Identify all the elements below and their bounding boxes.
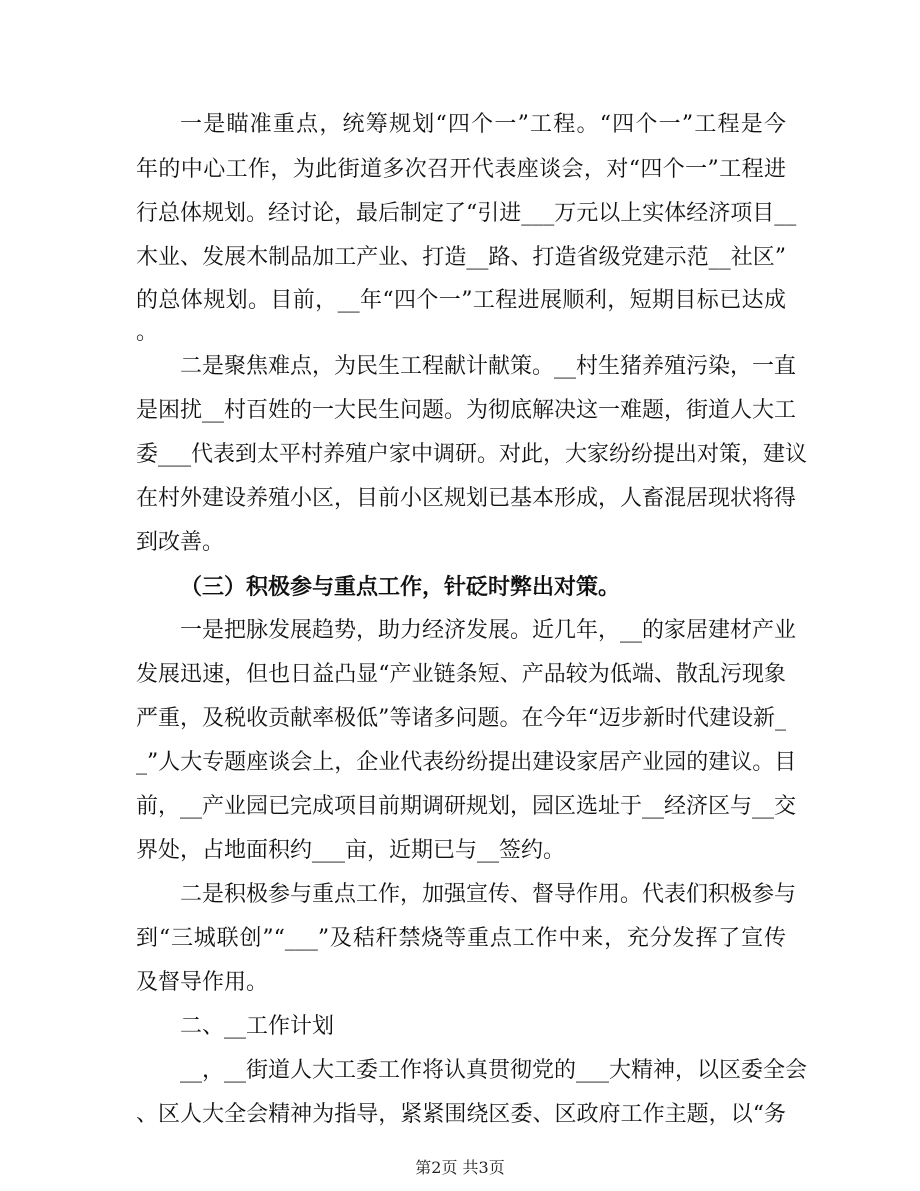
paragraph-line: 到“三城联创”“___”及秸秆禁烧等重点工作中来，充分发挥了宣传 [136, 926, 786, 951]
section-heading: 二、__工作计划 [180, 1014, 335, 1039]
paragraph-line: 二是积极参与重点工作，加强宣传、督导作用。代表们积极参与 [180, 882, 797, 907]
paragraph-line: 、区人大全会精神为指导，紧紧围绕区委、区政府工作主题，以“务 [136, 1102, 786, 1127]
paragraph-line: 一是把脉发展趋势，助力经济发展。近几年，__的家居建材产业 [180, 618, 797, 643]
paragraph-line: 到改善。 [136, 530, 225, 555]
paragraph-line: _”人大专题座谈会上，企业代表纷纷提出建设家居产业园的建议。目 [136, 750, 797, 775]
paragraph-line: 前，__产业园已完成项目前期调研规划，园区选址于__经济区与__交 [136, 794, 797, 819]
paragraph-line: 委___代表到太平村养殖户家中调研。对此，大家纷纷提出对策，建议 [136, 442, 808, 467]
paragraph-line: 及督导作用。 [136, 970, 269, 995]
paragraph-line: 木业、发展木制品加工产业、打造__路、打造省级党建示范__社区” [136, 245, 786, 270]
paragraph-line: 的总体规划。目前，__年“四个一”工程进展顺利，短期目标已达成 [136, 288, 786, 313]
page-footer: 第2页 共3页 [415, 1158, 505, 1177]
section-heading: （三）积极参与重点工作，针砭时弊出对策。 [180, 574, 621, 600]
paragraph-line: 在村外建设养殖小区，目前小区规划已基本形成，人畜混居现状将得 [136, 486, 797, 511]
paragraph-line: __，__街道人大工委工作将认真贯彻党的___大精神，以区委全会 [180, 1058, 808, 1083]
paragraph-line: 严重，及税收贡献率极低”等诸多问题。在今年“迈步新时代建设新_ [136, 706, 786, 731]
paragraph-line: 年的中心工作，为此街道多次召开代表座谈会，对“四个一”工程进 [136, 157, 786, 182]
paragraph-line: 发展迅速，但也日益凸显“产业链条短、产品较为低端、散乱污现象 [136, 662, 786, 687]
paragraph-line: 一是瞄准重点，统筹规划“四个一”工程。“四个一”工程是今 [180, 112, 786, 137]
paragraph-line: 。 [136, 320, 159, 345]
paragraph-line: 界处，占地面积约___亩，近期已与__签约。 [136, 838, 566, 863]
paragraph-line: 是困扰__村百姓的一大民生问题。为彻底解决这一难题，街道人大工 [136, 398, 797, 423]
paragraph-line: 行总体规划。经讨论，最后制定了“引进___万元以上实体经济项目__ [136, 201, 797, 226]
paragraph-line: 二是聚焦难点，为民生工程献计献策。__村生猪养殖污染，一直 [180, 354, 797, 379]
